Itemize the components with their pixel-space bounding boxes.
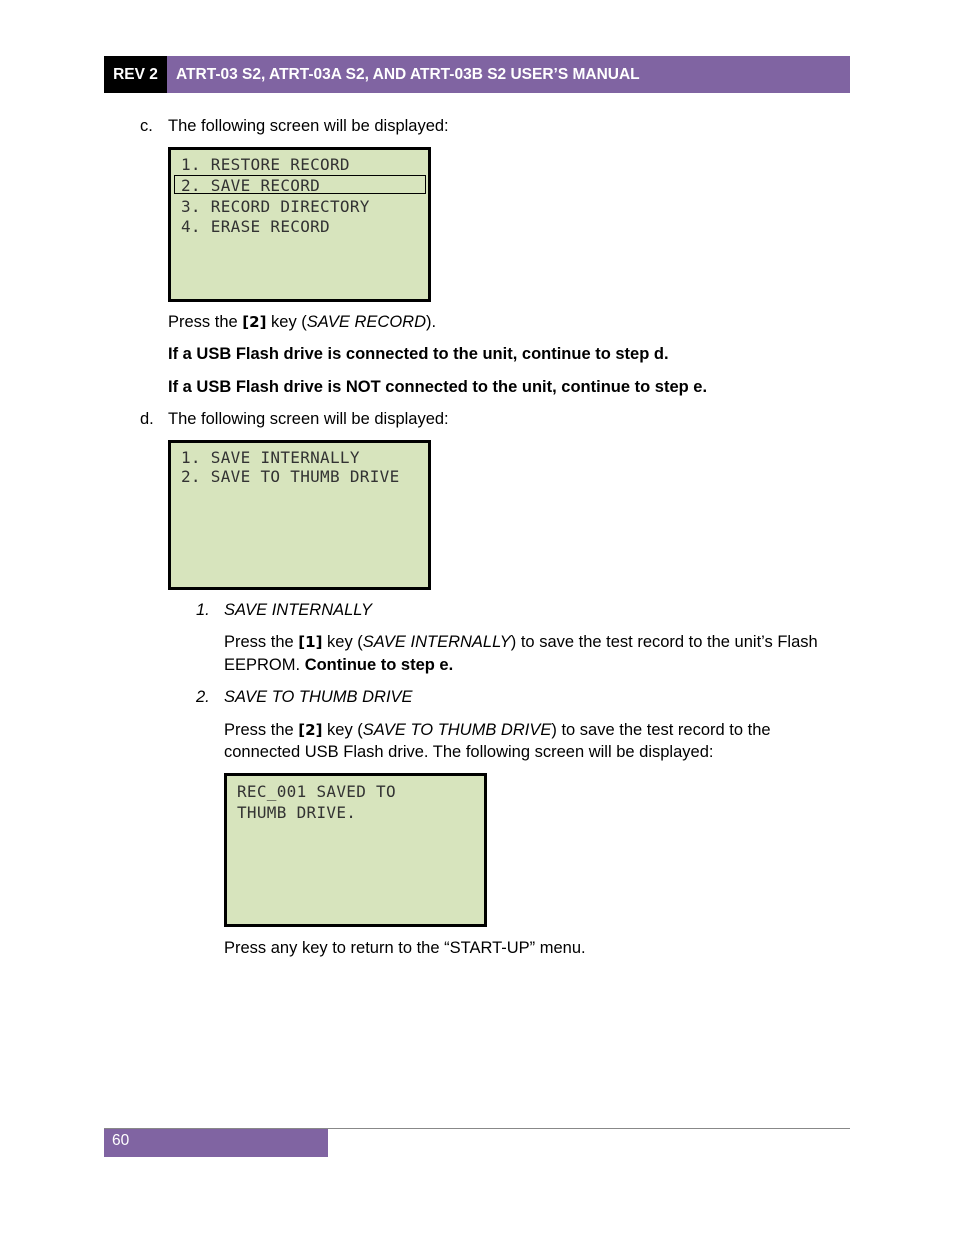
lcd-screen-save-options	[168, 440, 431, 590]
text: key (	[322, 721, 363, 739]
step-d-intro: The following screen will be displayed:	[168, 410, 449, 428]
key-label: [2]	[298, 721, 323, 739]
text: Press the	[224, 721, 299, 739]
option-1-instruction-line1	[224, 631, 818, 653]
key-label: [1]	[298, 633, 323, 651]
menu-option-name: SAVE RECORD	[306, 313, 426, 331]
lcd-line: 1. SAVE INTERNALLY	[181, 448, 360, 467]
lcd-line: 1. RESTORE RECORD	[181, 155, 350, 174]
lcd-line: 2. SAVE TO THUMB DRIVE	[181, 467, 400, 486]
text: Press the	[168, 313, 243, 331]
usb-not-connected-note: If a USB Flash drive is NOT connected to the unit, continue to step e.	[168, 378, 708, 396]
key-label: [2]	[242, 313, 267, 331]
text: ).	[426, 313, 437, 331]
step-c-instruction	[168, 311, 436, 333]
menu-option-name: SAVE TO THUMB DRIVE	[362, 721, 552, 739]
text: Press the	[224, 633, 299, 651]
option-2-title	[224, 686, 413, 708]
text: SAVE INTERNALLY	[224, 601, 372, 619]
text: key (	[322, 633, 363, 651]
closing-instruction: Press any key to return to the “START-UP” menu.	[224, 939, 586, 957]
text: ) to save the test record to the	[551, 721, 771, 739]
lcd-line: THUMB DRIVE.	[237, 803, 357, 822]
lcd-line: REC_001 SAVED TO	[237, 782, 396, 801]
lcd-line: 2. SAVE RECORD	[181, 176, 321, 195]
revision-label: REV 2	[104, 56, 167, 93]
header-bar	[104, 56, 850, 93]
menu-option-name: SAVE INTERNALLY	[362, 633, 511, 651]
usb-connected-note: If a USB Flash drive is connected to the unit, continue to step d.	[168, 345, 669, 363]
page-number: 60	[104, 1129, 328, 1157]
text: 1.	[196, 601, 210, 619]
option-1-instruction-line2	[224, 654, 453, 676]
option-2-instruction-line2: connected USB Flash drive. The following screen will be displayed:	[224, 743, 714, 761]
lcd-line: 3. RECORD DIRECTORY	[181, 197, 370, 216]
step-d-marker: d.	[140, 410, 154, 428]
text: Continue to step e.	[304, 656, 454, 674]
option-1-title	[224, 599, 372, 621]
option-2-marker	[196, 686, 210, 708]
lcd-line: 4. ERASE RECORD	[181, 217, 330, 236]
manual-title: ATRT-03 S2, ATRT-03A S2, AND ATRT-03B S2 USER’S MANUAL	[167, 56, 850, 93]
step-c-intro: The following screen will be displayed:	[168, 117, 449, 135]
lcd-screen-record-menu	[168, 147, 431, 302]
text: 2.	[196, 688, 210, 706]
lcd-screen-saved-confirmation	[224, 773, 487, 927]
text: ) to save the test record to the unit’s Flash	[510, 633, 818, 651]
option-1-marker	[196, 599, 210, 621]
option-2-instruction-line1	[224, 719, 771, 741]
text: EEPROM.	[224, 656, 305, 674]
step-c-marker: c.	[140, 117, 153, 135]
text: key (	[266, 313, 307, 331]
text: SAVE TO THUMB DRIVE	[224, 688, 413, 706]
